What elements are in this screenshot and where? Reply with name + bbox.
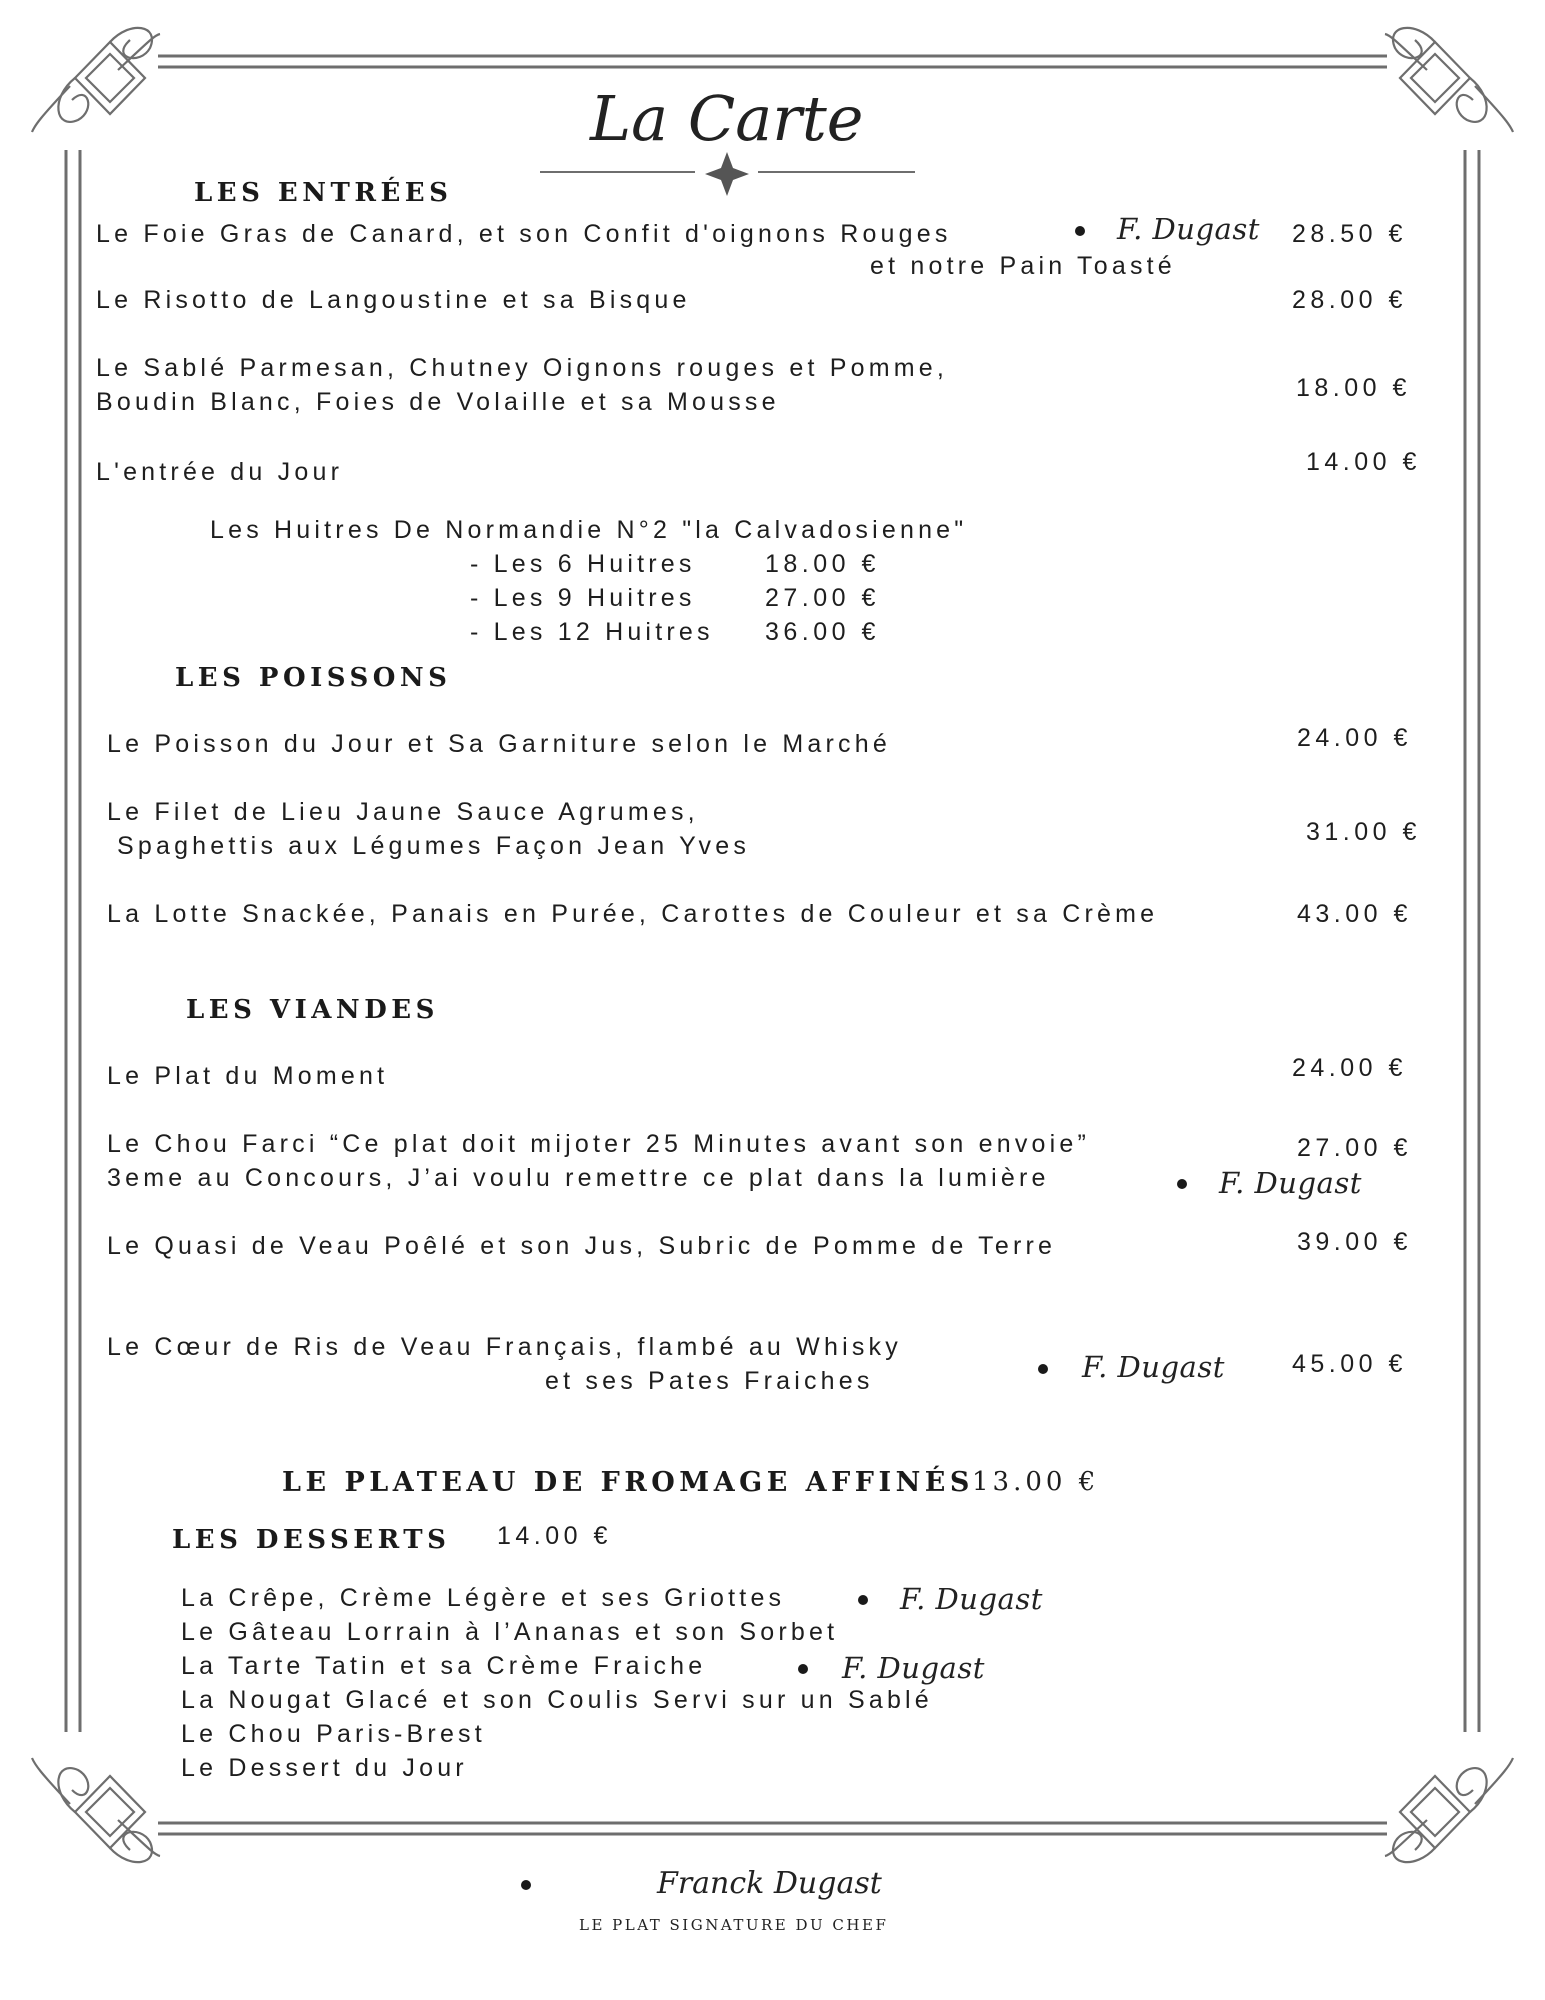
page-title: La Carte — [590, 82, 864, 155]
viande-chou-farci-price: 27.00 € — [1297, 1134, 1412, 1162]
section-heading-poissons: LES POISSONS — [175, 663, 452, 693]
viande-ris-veau-line1: Le Cœur de Ris de Veau Français, flambé au Whisky — [107, 1333, 902, 1361]
entree-risotto: Le Risotto de Langoustine et sa Bisque — [96, 286, 691, 314]
viande-quasi: Le Quasi de Veau Poêlé et son Jus, Subric de Pomme de Terre — [107, 1232, 1057, 1260]
footer-signature: Franck Dugast — [657, 1866, 882, 1901]
chef-signature: F. Dugast — [900, 1582, 1043, 1616]
entree-foie-gras-price: 28.50 € — [1292, 220, 1407, 248]
dessert-item: Le Chou Paris-Brest — [181, 1720, 486, 1748]
entree-foie-gras-line2: et notre Pain Toasté — [870, 252, 1176, 280]
signature-dot — [1177, 1179, 1187, 1189]
entree-sable-price: 18.00 € — [1296, 374, 1411, 402]
signature-dot — [1075, 226, 1085, 236]
viande-chou-farci-line1: Le Chou Farci “Ce plat doit mijoter 25 Minutes avant son envoie” — [107, 1130, 1091, 1158]
section-heading-fromage: LE PLATEAU DE FROMAGE AFFINÉS — [282, 1467, 974, 1498]
dessert-item: La Nougat Glacé et son Coulis Servi sur un Sablé — [181, 1686, 933, 1714]
corner-ornament-bottom-left — [32, 1758, 160, 1862]
poisson-lieu-price: 31.00 € — [1306, 818, 1421, 846]
viande-ris-veau-line2: et ses Pates Fraiches — [545, 1367, 874, 1395]
huitres-option-price: 36.00 € — [765, 618, 880, 646]
entree-sable-line1: Le Sablé Parmesan, Chutney Oignons rouges et Pomme, — [96, 354, 949, 382]
dessert-item: La Crêpe, Crème Légère et ses Griottes — [181, 1584, 786, 1612]
signature-dot — [798, 1664, 808, 1674]
chef-signature: F. Dugast — [1117, 212, 1260, 246]
dessert-item: La Tarte Tatin et sa Crème Fraiche — [181, 1652, 707, 1680]
dessert-item: Le Dessert du Jour — [181, 1754, 468, 1782]
desserts-price: 14.00 € — [497, 1522, 612, 1550]
huitres-option: - Les 9 Huitres — [470, 584, 696, 612]
chef-signature: F. Dugast — [1082, 1350, 1225, 1384]
corner-ornament-top-left — [32, 28, 160, 132]
dessert-item: Le Gâteau Lorrain à l’Ananas et son Sorbet — [181, 1618, 839, 1646]
section-heading-viandes: LES VIANDES — [186, 995, 439, 1025]
corner-ornament-bottom-right — [1385, 1758, 1513, 1862]
huitres-option: - Les 6 Huitres — [470, 550, 696, 578]
star-ornament — [705, 152, 749, 196]
fromage-price: 13.00 € — [972, 1467, 1100, 1497]
entree-du-jour-price: 14.00 € — [1306, 448, 1421, 476]
chef-signature: F. Dugast — [1219, 1166, 1362, 1200]
viande-chou-farci-line2: 3eme au Concours, J’ai voulu remettre ce plat dans la lumière — [107, 1164, 1050, 1192]
poisson-du-jour-price: 24.00 € — [1297, 724, 1412, 752]
entree-sable-line2: Boudin Blanc, Foies de Volaille et sa Mousse — [96, 388, 780, 416]
entree-foie-gras-line1: Le Foie Gras de Canard, et son Confit d'oignons Rouges — [96, 220, 952, 248]
section-heading-desserts: LES DESSERTS — [172, 1525, 451, 1555]
viande-quasi-price: 39.00 € — [1297, 1228, 1412, 1256]
poisson-lieu-line2: Spaghettis aux Légumes Façon Jean Yves — [117, 832, 751, 860]
poisson-lotte-price: 43.00 € — [1297, 900, 1412, 928]
chef-signature: F. Dugast — [842, 1651, 985, 1685]
signature-dot — [858, 1595, 868, 1605]
entree-du-jour: L'entrée du Jour — [96, 458, 344, 486]
legend-dot — [521, 1880, 531, 1890]
footer-caption: LE PLAT SIGNATURE DU CHEF — [579, 1916, 889, 1934]
viande-plat-du-moment-price: 24.00 € — [1292, 1054, 1407, 1082]
signature-dot — [1038, 1364, 1048, 1374]
corner-ornament-top-right — [1385, 28, 1513, 132]
poisson-lieu-line1: Le Filet de Lieu Jaune Sauce Agrumes, — [107, 798, 699, 826]
huitres-title: Les Huitres De Normandie N°2 "la Calvadosienne" — [210, 516, 968, 544]
huitres-option-price: 27.00 € — [765, 584, 880, 612]
section-heading-entrees: LES ENTRÉES — [194, 178, 453, 208]
huitres-option-price: 18.00 € — [765, 550, 880, 578]
huitres-option: - Les 12 Huitres — [470, 618, 714, 646]
poisson-lotte: La Lotte Snackée, Panais en Purée, Carottes de Couleur et sa Crème — [107, 900, 1159, 928]
entree-risotto-price: 28.00 € — [1292, 286, 1407, 314]
viande-plat-du-moment: Le Plat du Moment — [107, 1062, 389, 1090]
viande-ris-veau-price: 45.00 € — [1292, 1350, 1407, 1378]
poisson-du-jour: Le Poisson du Jour et Sa Garniture selon le Marché — [107, 730, 891, 758]
